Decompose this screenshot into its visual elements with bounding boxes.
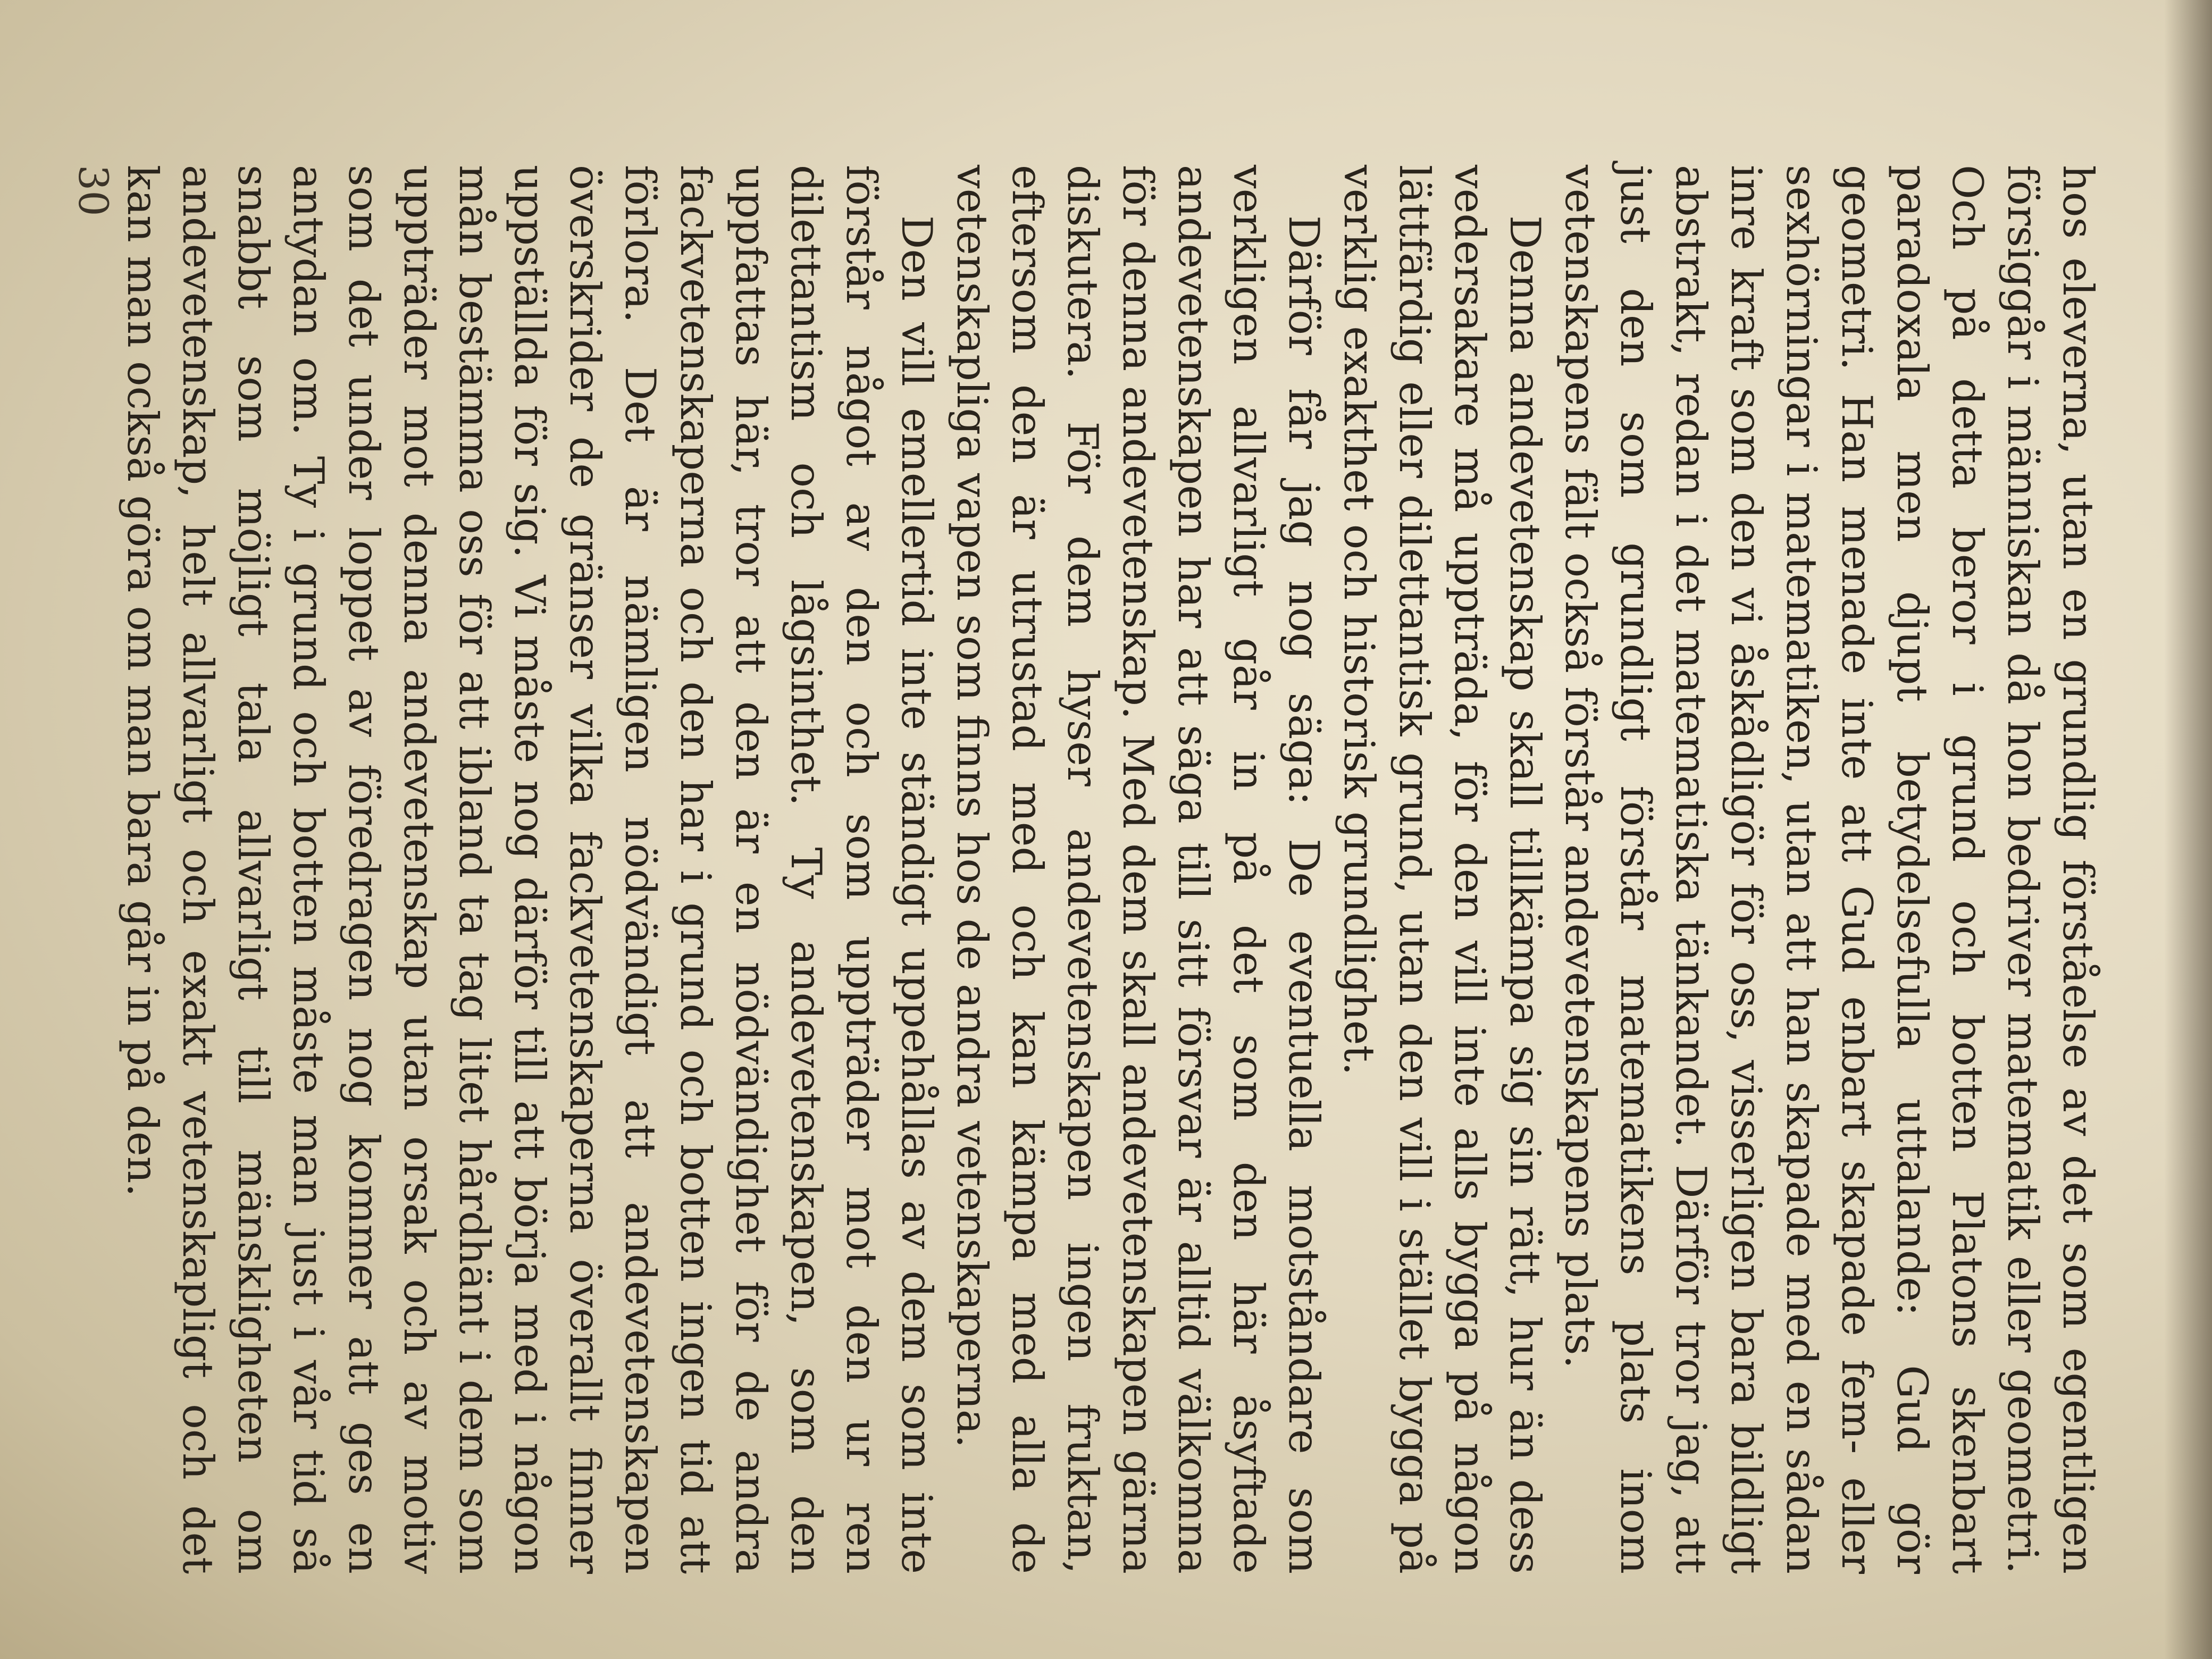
paragraph-2: Denna andevetenskap skall tillkämpa sig sin rätt, hur än dess vedersakare må uppträda, för den vill inte alls bygga på någon lättfärdig eller dilettantisk grund, utan den vill i stället bygga på verklig exakthet och historisk grundlighet. xyxy=(1335,165,1549,1574)
paragraph-1: hos eleverna, utan en grundlig förståelse av det som egentligen försiggår i människan då hon bedriver matematik eller geometri. Och på detta beror i grund och botten Platons skenbart paradoxala men djupt betydelsefulla uttalande: Gud gör geometri. Han menade inte att Gud enbart skapade fem- eller sexhörningar i matematiken, utan att han skapade med en sådan inre kraft som den vi åskådligör för oss, visserligen bara bildligt abstrakt, redan i det matematiska tänkandet. Därför tror jag, att just den som grundligt förstår matematikens plats inom vetenskapens fält också förstår andevetenskapens plats. xyxy=(1556,165,2102,1574)
paragraph-4: Den vill emellertid inte ständigt uppehållas av dem som inte förstår något av den och som uppträder mot den ur ren dilettantism och lågsinthet. Ty andevetenskapen, som den uppfattas här, tror att den är en nödvändighet för de andra fackvetenskaperna och den har i grund och botten ingen tid att förlora. Det är nämligen nödvändigt att andevetenskapen överskrider de gränser vilka fackvetenskaperna överallt finner uppställda för sig. Vi måste nog därför till att börja med i någon mån bestämma oss för att ibland ta tag litet hårdhänt i dem som uppträder mot denna andevetenskap utan orsak och av motiv som det under loppet av föredragen nog kommer att ges en antydan om. Ty i grund och botten måste man just i vår tid så snabbt som möjligt tala allvarligt till mänskligheten om andevetenskap, helt allvarligt och exakt vetenskapligt och det kan man också göra om man bara går in på den. xyxy=(118,165,941,1574)
body-text xyxy=(115,165,2106,1574)
rotated-page xyxy=(43,58,2169,1601)
page-number: 30 xyxy=(70,165,117,216)
paragraph-3: Därför får jag nog säga: De eventuella motståndare som verkligen allvarligt går in på det som den här åsyftade andevetenskapen har att säga till sitt försvar är alltid välkomna för denna andevetenskap. Med dem skall andevetenskapen gärna diskutera. För dem hyser andevetenskapen ingen fruktan, eftersom den är utrustad med och kan kämpa med alla de vetenskapliga vapen som finns hos de andra vetenskaperna. xyxy=(948,165,1328,1574)
page-edge-shadow xyxy=(2164,0,2212,1659)
